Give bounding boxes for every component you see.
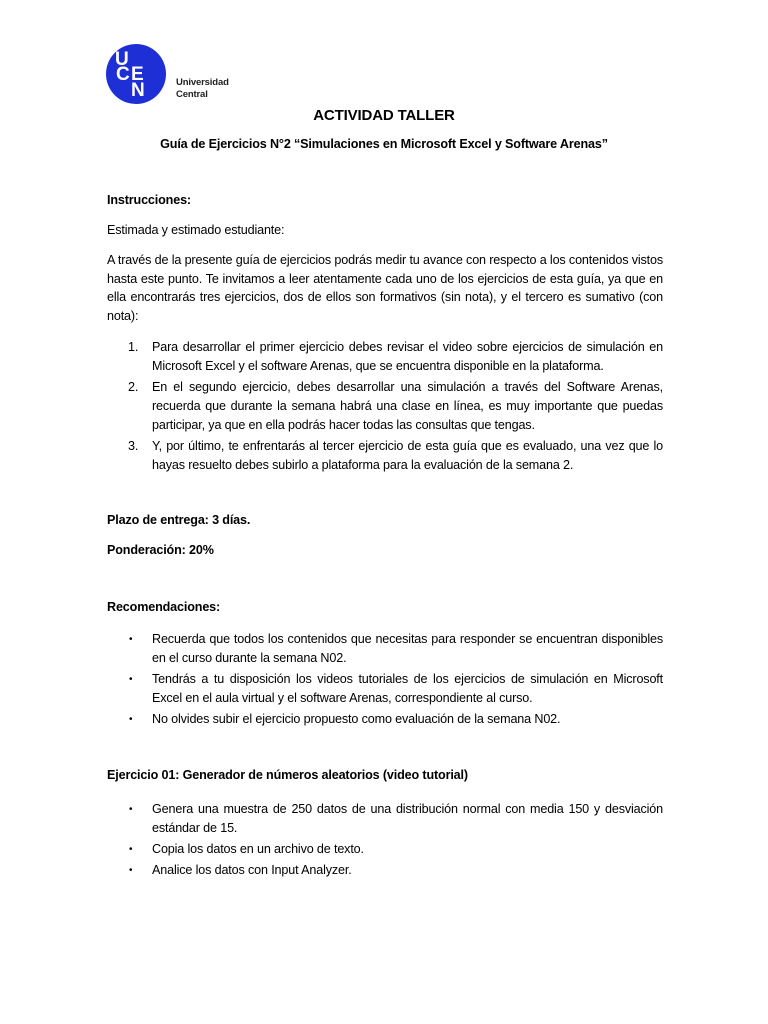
recomendaciones-list (107, 630, 663, 729)
bullet-icon: • (129, 634, 133, 645)
document-subtitle: Guía de Ejercicios N°2 “Simulaciones en Microsoft Excel y Software Arenas” (160, 137, 608, 151)
bullet-icon: • (129, 865, 133, 876)
list-item (107, 840, 663, 859)
logo-letter-u: U (115, 49, 129, 70)
ejercicio01-list (107, 800, 663, 880)
list-item (107, 630, 663, 668)
step-text: Para desarrollar el primer ejercicio debes revisar el video sobre ejercicios de simulación en Microsoft Excel y el software Arenas, que se encuentra disponible en la plataforma. (152, 340, 663, 373)
logo-name-line2: Central (176, 89, 208, 100)
list-item (107, 378, 663, 435)
instrucciones-heading: Instrucciones: (107, 193, 191, 207)
list-item (107, 861, 663, 880)
recomendacion-text: Tendrás a tu disposición los videos tutoriales de los ejercicios de simulación en Microsoft Excel en el aula virtual y el software Arenas, correspondiente al curso. (152, 672, 663, 705)
list-item (107, 338, 663, 376)
logo-wordmark (176, 77, 229, 101)
step-number: 3. (128, 439, 139, 453)
logo-letter-e: E (131, 64, 144, 85)
steps-list (107, 338, 663, 475)
logo-letter-c: C (116, 64, 130, 85)
logo-name-line1: Universidad (176, 77, 229, 88)
greeting-line: Estimada y estimado estudiante: (107, 223, 285, 237)
plazo-entrega: Plazo de entrega: 3 días. (107, 513, 251, 527)
list-item (107, 670, 663, 708)
step-text: Y, por último, te enfrentarás al tercer ejercicio de esta guía que es evaluado, una vez que lo hayas resuelto debes subirlo a plataforma para la evaluación de la semana 2. (152, 439, 663, 472)
bullet-icon: • (129, 714, 133, 725)
list-item (107, 800, 663, 838)
list-item (107, 710, 663, 729)
bullet-icon: • (129, 804, 133, 815)
step-number: 1. (128, 340, 139, 354)
bullet-icon: • (129, 674, 133, 685)
recomendacion-text: Recuerda que todos los contenidos que necesitas para responder se encuentran disponibles en el curso durante la semana N02. (152, 632, 663, 665)
ejercicio-item-text: Genera una muestra de 250 datos de una distribución normal con media 150 y desviación estándar de 15. (152, 802, 663, 835)
ejercicio-item-text: Analice los datos con Input Analyzer. (152, 863, 352, 877)
step-number: 2. (128, 380, 139, 394)
step-text: En el segundo ejercicio, debes desarrollar una simulación a través del Software Arenas, recuerda que durante la semana habrá una clase en línea, es muy importante que puedas participar, ya que en ella podrás hacer todas las consultas que tengas. (152, 380, 663, 432)
recomendacion-text: No olvides subir el ejercicio propuesto como evaluación de la semana N02. (152, 712, 561, 726)
ponderacion: Ponderación: 20% (107, 543, 214, 557)
bullet-icon: • (129, 844, 133, 855)
document-title: ACTIVIDAD TALLER (313, 107, 455, 124)
ejercicio01-heading: Ejercicio 01: Generador de números aleatorios (video tutorial) (107, 768, 468, 782)
ejercicio-item-text: Copia los datos en un archivo de texto. (152, 842, 364, 856)
university-logo (106, 44, 236, 104)
intro-paragraph: A través de la presente guía de ejercicios podrás medir tu avance con respecto a los contenidos vistos hasta este punto. Te invitamos a leer atentamente cada uno de los ejercicios de esta guía, ya que en ella encontrarás tres ejercicios, dos de ellos son formativos (sin nota), y el tercero es sumativo (con nota): (107, 253, 663, 324)
logo-emblem (106, 44, 166, 104)
list-item (107, 437, 663, 475)
recomendaciones-heading: Recomendaciones: (107, 600, 221, 614)
logo-letter-n: N (131, 80, 145, 101)
